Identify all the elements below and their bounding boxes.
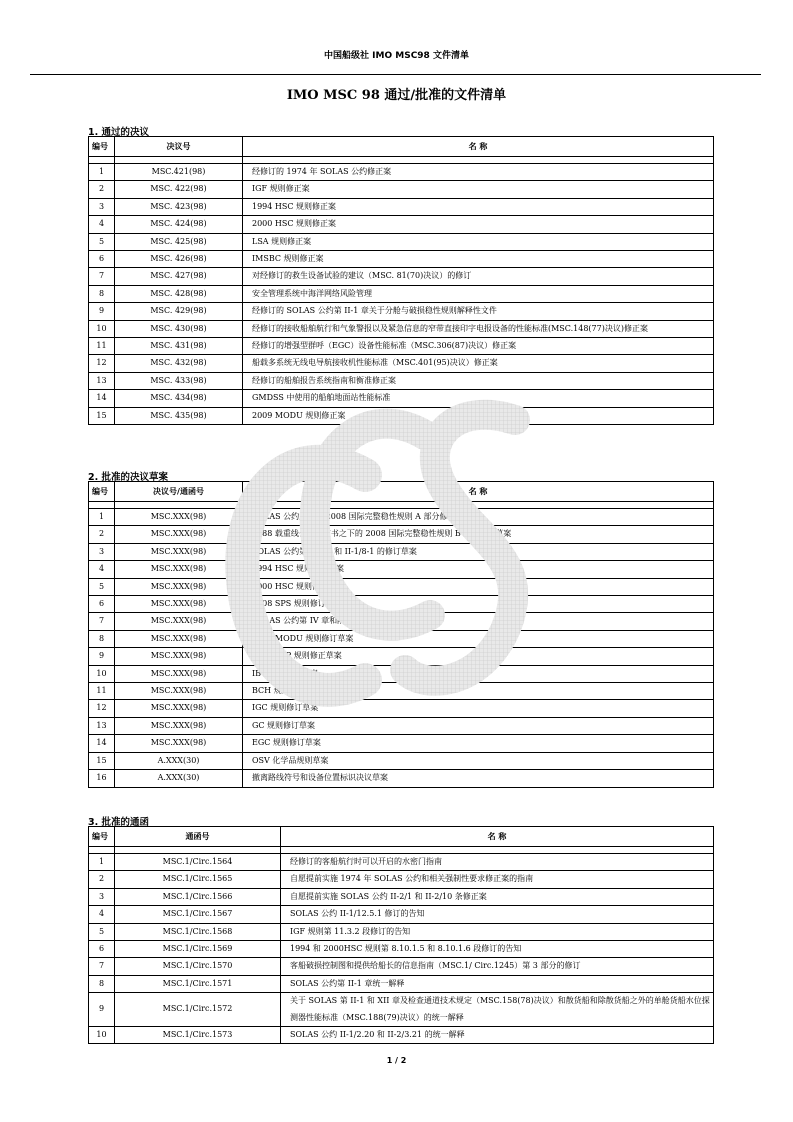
table-row: [89, 164, 714, 181]
table-row: [89, 975, 714, 992]
row-code: MSC.XXX(98): [115, 509, 243, 526]
section-2-title: 2. 批准的决议草案: [88, 472, 169, 483]
row-name: 对经修订的救生设备试验的建议（MSC. 81(70)决议）的修订: [243, 268, 714, 285]
row-number: 11: [89, 338, 115, 355]
row-number: 6: [89, 596, 115, 613]
table-row: [89, 683, 714, 700]
row-name: 经修订的增强型群呼（EGC）设备性能标准（MSC.306(87)决议）修正案: [243, 338, 714, 355]
row-code: MSC.XXX(98): [115, 665, 243, 682]
table-row: [89, 216, 714, 233]
table-row: [89, 648, 714, 665]
table-row: [89, 596, 714, 613]
row-name: IGF 规则第 11.3.2 段修订的告知: [281, 923, 714, 940]
row-code: MSC.1/Circ.1566: [115, 888, 281, 905]
table-row: [89, 320, 714, 337]
header-rule: [30, 74, 761, 75]
table-row: [89, 578, 714, 595]
row-number: 9: [89, 303, 115, 320]
table-row: [89, 923, 714, 940]
row-code: MSC.1/Circ.1570: [115, 958, 281, 975]
row-name: 2000 HSC 规则修订草案: [243, 578, 714, 595]
row-name: 1994 HSC 规则修订草案: [243, 561, 714, 578]
row-code: MSC.XXX(98): [115, 700, 243, 717]
row-number: 9: [89, 993, 115, 1027]
page-header: 中国船级社 IMO MSC98 文件清单: [324, 51, 469, 61]
table-row: [89, 717, 714, 734]
row-code: MSC. 435(98): [115, 407, 243, 424]
row-number: 4: [89, 906, 115, 923]
row-code: MSC.XXX(98): [115, 717, 243, 734]
row-code: MSC.XXX(98): [115, 578, 243, 595]
row-code: MSC.XXX(98): [115, 735, 243, 752]
row-number: 14: [89, 735, 115, 752]
table-header-row: [89, 827, 714, 847]
table-row: [89, 526, 714, 543]
row-number: 15: [89, 407, 115, 424]
row-name: EGC 规则修订草案: [243, 735, 714, 752]
row-number: 7: [89, 958, 115, 975]
header-name: 名 称: [243, 482, 714, 502]
table-row: [89, 233, 714, 250]
document-title: IMO MSC 98 通过/批准的文件清单: [286, 88, 507, 103]
row-code: A.XXX(30): [115, 752, 243, 769]
table-row: [89, 390, 714, 407]
row-name: 客船破损控制图和提供给船长的信息指南（MSC.1/ Circ.1245）第 3 部分的修订: [281, 958, 714, 975]
row-code: MSC.XXX(98): [115, 526, 243, 543]
row-number: 5: [89, 578, 115, 595]
table-row: [89, 613, 714, 630]
table-row: [89, 407, 714, 424]
row-code: MSC.XXX(98): [115, 613, 243, 630]
table-row: [89, 285, 714, 302]
row-code: MSC. 427(98): [115, 268, 243, 285]
row-code: MSC.1/Circ.1565: [115, 871, 281, 888]
adopted-resolutions-table: [88, 136, 714, 425]
table-row: [89, 735, 714, 752]
table-row: [89, 181, 714, 198]
row-number: 12: [89, 700, 115, 717]
table-row: [89, 198, 714, 215]
row-number: 6: [89, 941, 115, 958]
row-code: MSC.1/Circ.1569: [115, 941, 281, 958]
row-code: MSC. 422(98): [115, 181, 243, 198]
table-row: [89, 372, 714, 389]
row-code: MSC.1/Circ.1571: [115, 975, 281, 992]
table-row: [89, 338, 714, 355]
table-row: [89, 268, 714, 285]
row-number: 4: [89, 561, 115, 578]
row-code: MSC. 432(98): [115, 355, 243, 372]
row-number: 4: [89, 216, 115, 233]
row-code: MSC.XXX(98): [115, 543, 243, 560]
row-code: MSC.XXX(98): [115, 630, 243, 647]
row-code: MSC.XXX(98): [115, 683, 243, 700]
row-name: GC 规则修订草案: [243, 717, 714, 734]
row-name: 船载多系统无线电导航接收机性能标准（MSC.401(95)决议）修正案: [243, 355, 714, 372]
row-name: 1988 载重线公约议定书之下的 2008 国际完整稳性规则 B 部分修正草案: [243, 526, 714, 543]
row-number: 8: [89, 975, 115, 992]
table-row: [89, 700, 714, 717]
row-name: SOLAS 公约第 II-1/1 和 II-1/8-1 的修订草案: [243, 543, 714, 560]
table-row: [89, 958, 714, 975]
table-row: [89, 752, 714, 769]
header-name: 名 称: [281, 827, 714, 847]
row-code: MSC.1/Circ.1567: [115, 906, 281, 923]
row-number: 14: [89, 390, 115, 407]
row-number: 10: [89, 1027, 115, 1044]
row-name: 自愿提前实施 1974 年 SOLAS 公约和相关强制性要求修正案的指南: [281, 871, 714, 888]
row-name: 自愿提前实施 SOLAS 公约 II-2/1 和 II-2/10 条修正案: [281, 888, 714, 905]
row-code: MSC. 430(98): [115, 320, 243, 337]
row-number: 3: [89, 543, 115, 560]
row-name: 经修订的 SOLAS 公约第 II-1 章关于分舱与破损稳性规则解释性文件: [243, 303, 714, 320]
row-number: 11: [89, 683, 115, 700]
row-code: A.XXX(30): [115, 770, 243, 787]
row-number: 13: [89, 372, 115, 389]
row-name: 2010 FTP 规则修正草案: [243, 648, 714, 665]
row-number: 3: [89, 198, 115, 215]
row-number: 2: [89, 526, 115, 543]
row-name: 经修订的船舶报告系统指南和衡准修正案: [243, 372, 714, 389]
spacer-row: [89, 502, 714, 509]
header-number: 编号: [89, 827, 115, 847]
header-name: 名 称: [243, 137, 714, 157]
row-code: MSC. 424(98): [115, 216, 243, 233]
row-number: 8: [89, 285, 115, 302]
row-number: 3: [89, 888, 115, 905]
row-code: MSC.1/Circ.1572: [115, 993, 281, 1027]
row-code: MSC.XXX(98): [115, 561, 243, 578]
row-code: MSC. 431(98): [115, 338, 243, 355]
row-code: MSC.421(98): [115, 164, 243, 181]
header-code: 决议号: [115, 137, 243, 157]
table-row: [89, 543, 714, 560]
row-name: GMDSS 中使用的船舶地面站性能标准: [243, 390, 714, 407]
row-number: 12: [89, 355, 115, 372]
row-name: BCH 规则修订草案: [243, 683, 714, 700]
row-name: IBC 规则修订草案: [243, 665, 714, 682]
row-number: 1: [89, 854, 115, 871]
row-name: SOLAS 公约 II-1/12.5.1 修订的告知: [281, 906, 714, 923]
row-code: MSC. 425(98): [115, 233, 243, 250]
header-code: 通函号: [115, 827, 281, 847]
spacer-row: [89, 157, 714, 164]
row-name: IGC 规则修订草案: [243, 700, 714, 717]
section-3-title: 3. 批准的通函: [88, 817, 150, 828]
table-row: [89, 906, 714, 923]
table-row: [89, 509, 714, 526]
table-row: [89, 854, 714, 871]
row-number: 7: [89, 613, 115, 630]
table-row: [89, 993, 714, 1027]
row-name: 2009 MODU 规则修正案: [243, 407, 714, 424]
row-code: MSC. 426(98): [115, 251, 243, 268]
table-row: [89, 665, 714, 682]
row-name: 2008 SPS 规则修订草案: [243, 596, 714, 613]
row-code: MSC. 423(98): [115, 198, 243, 215]
row-number: 1: [89, 509, 115, 526]
row-name: 1994 HSC 规则修正案: [243, 198, 714, 215]
row-code: MSC.1/Circ.1568: [115, 923, 281, 940]
spacer-row: [89, 847, 714, 854]
table-row: [89, 888, 714, 905]
table-row: [89, 871, 714, 888]
row-number: 2: [89, 181, 115, 198]
row-code: MSC. 428(98): [115, 285, 243, 302]
row-name: 安全管理系统中海洋网络风险管理: [243, 285, 714, 302]
row-number: 1: [89, 164, 115, 181]
row-name: 经修订的 1974 年 SOLAS 公约修正案: [243, 164, 714, 181]
row-number: 6: [89, 251, 115, 268]
row-name: SOLAS 公约 II-1/2.20 和 II-2/3.21 的统一解释: [281, 1027, 714, 1044]
row-name: IGF 规则修正案: [243, 181, 714, 198]
row-code: MSC.XXX(98): [115, 596, 243, 613]
header-code: 决议号/通函号: [115, 482, 243, 502]
row-number: 7: [89, 268, 115, 285]
row-number: 16: [89, 770, 115, 787]
row-name: OSV 化学品规则草案: [243, 752, 714, 769]
row-code: MSC.1/Circ.1573: [115, 1027, 281, 1044]
row-name: SOLAS 公约之下的 2008 国际完整稳性规则 A 部分修正草案: [243, 509, 714, 526]
table-header-row: [89, 137, 714, 157]
table-row: [89, 1027, 714, 1044]
row-name: 经修订的客船航行时可以开启的水密门指南: [281, 854, 714, 871]
table-row: [89, 303, 714, 320]
row-name: 关于 SOLAS 第 II-1 和 XII 章及检查通道技术规定（MSC.158(78)决议）和散货船和除散货船之外的单舱货船水位探测器性能标准（MSC.188(79)决议）的统一解释: [281, 993, 714, 1027]
row-number: 13: [89, 717, 115, 734]
row-number: 5: [89, 923, 115, 940]
table-row: [89, 355, 714, 372]
row-number: 10: [89, 320, 115, 337]
table-row: [89, 561, 714, 578]
row-name: SOLAS 公约第 II-1 章统一解释: [281, 975, 714, 992]
row-code: MSC.1/Circ.1564: [115, 854, 281, 871]
table-header-row: [89, 482, 714, 502]
row-code: MSC. 433(98): [115, 372, 243, 389]
row-code: MSC.XXX(98): [115, 648, 243, 665]
section-1-title: 1. 通过的决议: [88, 127, 150, 138]
header-number: 编号: [89, 137, 115, 157]
row-number: 9: [89, 648, 115, 665]
row-number: 5: [89, 233, 115, 250]
row-number: 2: [89, 871, 115, 888]
row-name: SOLAS 公约第 IV 章和附录证书的修订草案: [243, 613, 714, 630]
row-name: 撤离路线符号和设备位置标识决议草案: [243, 770, 714, 787]
row-name: 2009 MODU 规则修订草案: [243, 630, 714, 647]
table-row: [89, 770, 714, 787]
header-number: 编号: [89, 482, 115, 502]
row-name: 2000 HSC 规则修正案: [243, 216, 714, 233]
table-row: [89, 941, 714, 958]
page-number: 1 / 2: [386, 1056, 407, 1065]
row-name: 1994 和 2000HSC 规则第 8.10.1.5 和 8.10.1.6 段修订的告知: [281, 941, 714, 958]
table-row: [89, 630, 714, 647]
row-name: IMSBC 规则修正案: [243, 251, 714, 268]
table-row: [89, 251, 714, 268]
row-number: 15: [89, 752, 115, 769]
approved-draft-resolutions-table: [88, 481, 714, 788]
row-code: MSC. 434(98): [115, 390, 243, 407]
row-name: 经修订的接收船舶航行和气象警报以及紧急信息的窄带直接印字电报设备的性能标准(MSC.148(77)决议)修正案: [243, 320, 714, 337]
approved-circulars-table: [88, 826, 714, 1044]
row-name: LSA 规则修正案: [243, 233, 714, 250]
row-code: MSC. 429(98): [115, 303, 243, 320]
row-number: 8: [89, 630, 115, 647]
row-number: 10: [89, 665, 115, 682]
